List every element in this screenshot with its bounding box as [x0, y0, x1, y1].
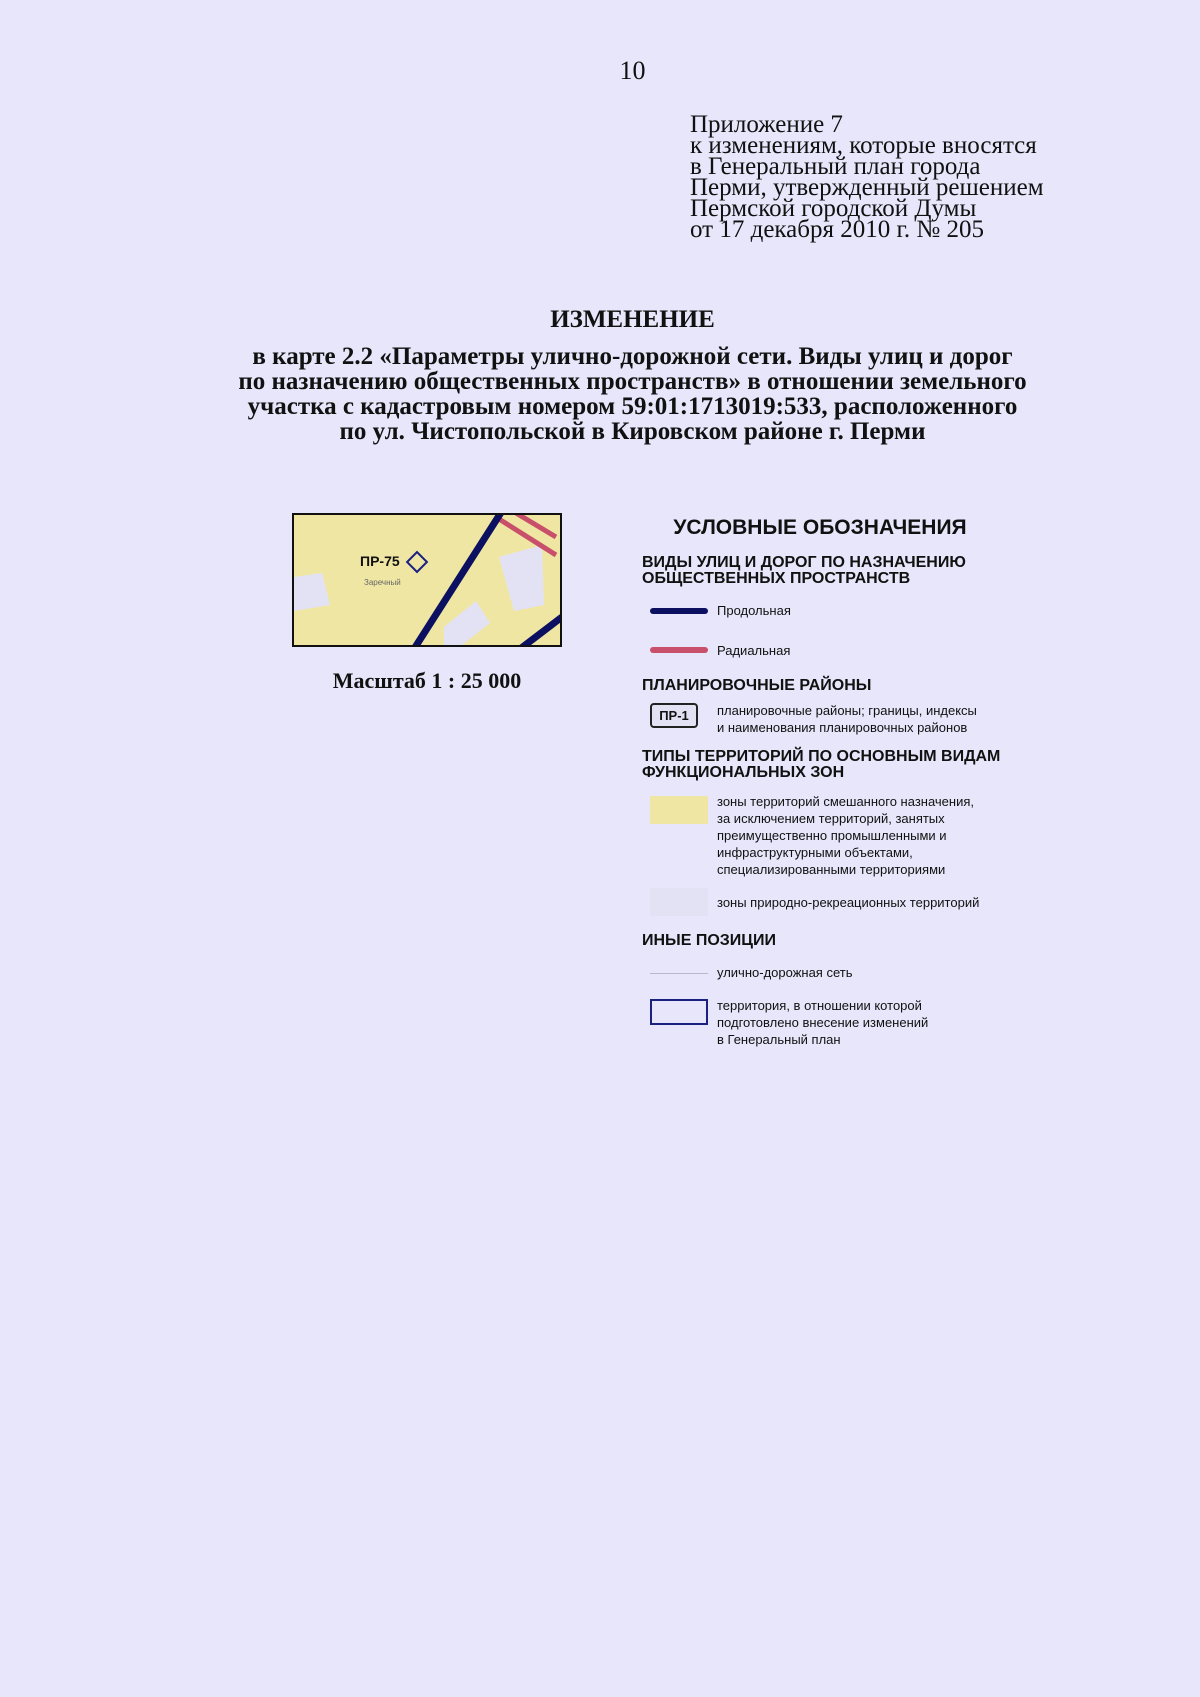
label-line: планировочные районы; границы, индексы — [717, 703, 977, 718]
label-line: инфраструктурными объектами, — [717, 845, 913, 860]
label-line: и наименования планировочных районов — [717, 720, 968, 735]
recreation-zone-swatch — [650, 888, 708, 916]
label-line: территория, в отношении которой — [717, 998, 922, 1013]
label-line: подготовлено внесение изменений — [717, 1015, 929, 1030]
heading-line: ОБЩЕСТВЕННЫХ ПРОСТРАНСТВ — [642, 570, 911, 587]
legend-zones-heading — [642, 749, 1000, 781]
appendix-line: Пермской городской Думы — [690, 195, 977, 222]
district-badge: ПР-1 — [650, 703, 698, 728]
appendix-line: в Генеральный план города — [690, 153, 981, 180]
label-line: специализированными территориями — [717, 862, 946, 877]
legend-label-recreation-zone: зоны природно-рекреационных территорий — [717, 895, 980, 910]
document-subtitle — [100, 344, 1165, 444]
map-scale: Масштаб 1 : 25 000 — [332, 668, 522, 693]
map-fragment — [292, 513, 562, 647]
mixed-zone-swatch — [650, 796, 708, 824]
road-network-swatch — [650, 973, 708, 974]
subtitle-line: по ул. Чистопольской в Кировском районе г. Перми — [339, 418, 926, 445]
legend-label-radial: Радиальная — [717, 643, 791, 658]
change-territory-swatch — [650, 999, 708, 1025]
legend-label-districts — [717, 702, 977, 736]
subtitle-line: участка с кадастровым номером 59:01:1713019:533, расположенного — [247, 393, 1018, 420]
page-number: 10 — [619, 56, 646, 85]
legend-label-mixed-zone — [717, 793, 974, 878]
legend-title: УСЛОВНЫЕ ОБОЗНАЧЕНИЯ — [673, 516, 967, 539]
appendix-line: к изменениям, которые вносятся — [690, 132, 1037, 159]
heading-line: ТИПЫ ТЕРРИТОРИЙ ПО ОСНОВНЫМ ВИДАМ — [642, 748, 1001, 765]
appendix-line: Приложение 7 — [690, 111, 843, 138]
legend-label-road-network: улично-дорожная сеть — [717, 965, 853, 980]
legend-districts-heading: ПЛАНИРОВОЧНЫЕ РАЙОНЫ — [642, 677, 872, 694]
appendix-header — [690, 111, 1044, 243]
map-drawing — [294, 515, 560, 645]
longitudinal-road-swatch — [650, 608, 708, 614]
legend-label-longitudinal: Продольная — [717, 603, 791, 618]
label-line: в Генеральный план — [717, 1032, 841, 1047]
radial-road-swatch — [650, 647, 708, 653]
document-title: ИЗМЕНЕНИЕ — [550, 306, 715, 333]
district-label: ПР-75 — [360, 553, 400, 569]
subtitle-line: в карте 2.2 «Параметры улично-дорожной сети. Виды улиц и дорог — [252, 343, 1013, 370]
label-line: преимущественно промышленными и — [717, 828, 947, 843]
legend-road-heading — [642, 555, 966, 587]
label-line: зоны территорий смешанного назначения, — [717, 794, 974, 809]
label-line: за исключением территорий, занятых — [717, 811, 945, 826]
subtitle-line: по назначению общественных пространств» в отношении земельного — [238, 368, 1027, 395]
legend-other-heading: ИНЫЕ ПОЗИЦИИ — [642, 932, 776, 949]
heading-line: ФУНКЦИОНАЛЬНЫХ ЗОН — [642, 764, 845, 781]
appendix-line: Перми, утвержденный решением — [690, 174, 1044, 201]
legend-label-change-territory — [717, 997, 928, 1048]
appendix-line: от 17 декабря 2010 г. № 205 — [690, 216, 985, 243]
heading-line: ВИДЫ УЛИЦ И ДОРОГ ПО НАЗНАЧЕНИЮ — [642, 554, 966, 571]
district-name: Заречный — [364, 578, 401, 587]
